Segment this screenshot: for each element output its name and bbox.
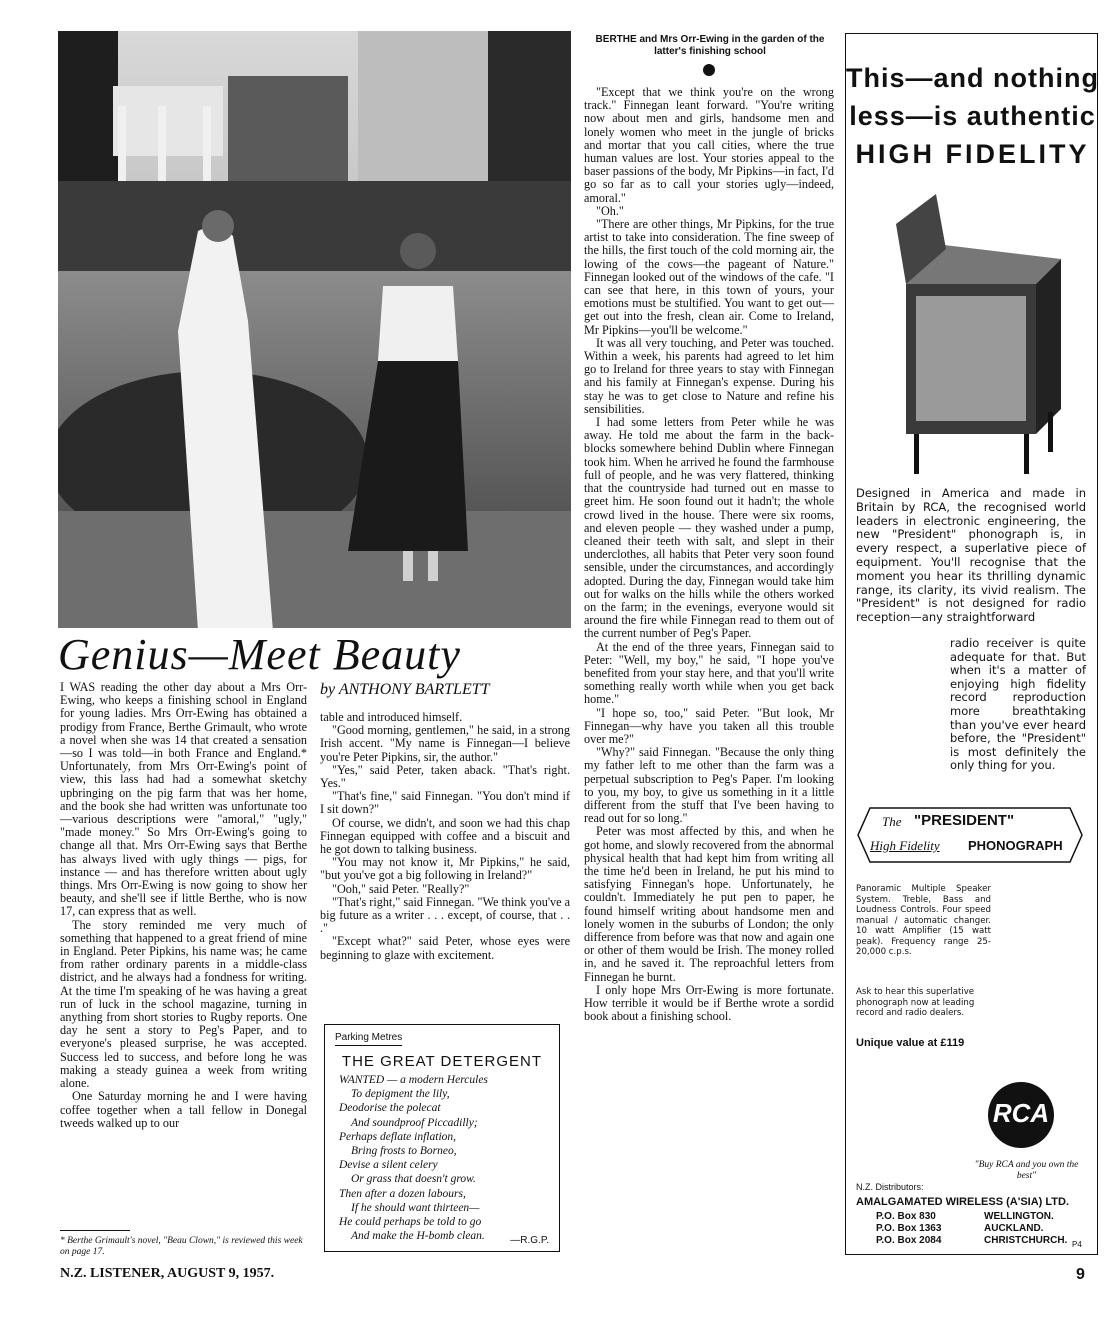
article-paragraph: "Ooh," said Peter. "Really?"	[332, 881, 470, 896]
logo-hifi: High Fidelity	[870, 838, 940, 853]
rca-advertisement	[845, 33, 1098, 1255]
poem-line: Devise a silent celery	[339, 1159, 438, 1172]
distributor-address	[876, 1223, 1043, 1234]
article-column-1	[60, 681, 307, 1130]
article-paragraph: The story reminded me very much of something that happened to a great friend of mine in England. Peter Pipkins, his name was; he came from rather ordinary parents in a middle-class district, and he always had a fondness for writing. At the time I'm speaking of he was having a great run of luck in the school magazine, turning in anything from short stories to Rugby reports. One day he sent a story to Peg's Paper, and to everyone's pleased surprise, he was accepted. Success led to success, and before long he was making a steady guinea a week from writing alone.	[60, 917, 307, 1091]
poem-line: He could perhaps be told to go	[339, 1216, 482, 1229]
ad-body-text-continued: radio receiver is quite adequate for that. But when it's a matter of enjoying high fidelity record reproduction more breathtaking than you've ever heard before, the "President" is most definitely the only thing for you.	[950, 636, 1086, 773]
footnote: * Berthe Grimault's novel, "Beau Clown," is reviewed this week on page 17.	[60, 1236, 303, 1257]
distributor-address	[876, 1211, 1054, 1222]
ad-headline-line: HIGH FIDELITY	[855, 139, 1090, 169]
ad-headline-line: less—is authentic	[849, 101, 1096, 131]
article-paragraph: Peter was most affected by this, and when he got home, and slowly recovered from the abnormal physical health that had kept him from writing all the time he'd been in Ireland, he put his mind to satisfying Finnegan's hope. Unfortunately, he couldn't. Immediately he put pen to paper, he found himself writing about handsome men and lonely women in the suburbs of London; the only difference from before was that now and again one or other of them would be Irish. The money rolled in, and he saved it. The reproachful letters from Finnegan he burnt.	[584, 824, 834, 984]
poem-line: And soundproof Piccadilly;	[351, 1116, 478, 1129]
poem-line: Perhaps deflate inflation,	[339, 1130, 457, 1143]
phonograph-illustration	[876, 184, 1076, 474]
article-paragraph: "I hope so, too," said Peter. "But look, Mr Finnegan—why have you taken all this trouble over me?"	[584, 705, 834, 746]
article-column-3	[584, 86, 834, 1023]
logo-phonograph: PHONOGRAPH	[968, 838, 1063, 853]
garden-photo-illustration	[58, 31, 571, 628]
rca-logo-text: RCA	[992, 1098, 1050, 1128]
article-paragraph: It was all very touching, and Peter was touched. Within a week, his parents had agreed to let him go to Ireland for three years to stay with Finnegan and his family at Finnegan's expense. During his stay he was to get close to Nature and refine his sensibilities.	[584, 335, 834, 416]
ad-body-text: Designed in America and made in Britain by RCA, the recognised world leaders in electronic engineering, the new "President" phonograph is, in every respect, a superlative piece of equipment. You'll recognise that the moment you hear its thrilling dynamic range, its clarity, its vivid realism. The "President" is not designed for radio reception—any straightforward	[856, 486, 1086, 625]
rca-logo-icon	[988, 1082, 1054, 1148]
article-paragraph: table and introduced himself.	[320, 710, 463, 724]
po-box: P.O. Box 1363	[876, 1223, 942, 1234]
article-paragraph: "Why?" said Finnegan. "Because the only thing my father left to me other than the farm was a perpetual subscription to Peg's Paper. I'm looking to you, my boy, to give us something in it a little different from the stuff that I've been having to read out for so long."	[584, 745, 834, 826]
box-signature: —R.G.P.	[510, 1235, 549, 1246]
poem-line: If he should want thirteen—	[351, 1201, 480, 1214]
article-paragraph: "There are other things, Mr Pipkins, for the true artist to take into consideration. The fine sweep of the hills, the first touch of the cold morning air, the lowing of the cows—the pageant of Nature." Finnegan looked out of the windows of the cafe. "I can see that here, in this town of yours, your emotions must be stultified. You want to get out—get out into the fresh, clean air. Come to Ireland, Mr Pipkins—you'll be welcome."	[584, 217, 834, 337]
poem-line: To depigment the lily,	[351, 1088, 450, 1101]
parking-metres-box	[324, 1024, 560, 1252]
ad-price: Unique value at £119	[856, 1037, 965, 1049]
bullet-icon	[703, 64, 715, 76]
poem-line: Bring frosts to Borneo,	[351, 1145, 457, 1158]
article-column-2	[320, 711, 570, 962]
article-paragraph: At the end of the three years, Finnegan said to Peter: "Well, my boy," he said, "I hope you've benefited from your stay here, and that you'll write something really worth while when you get back home."	[584, 639, 834, 707]
photo-caption: BERTHE and Mrs Orr-Ewing in the garden of the latter's finishing school	[595, 34, 825, 57]
article-paragraph: "That's right," said Finnegan. "We think you've a big future as a writer . . . except, of course, that . . ."	[320, 894, 571, 936]
city: WELLINGTON.	[984, 1211, 1054, 1222]
article-paragraph: "That's fine," said Finnegan. "You don't mind if I sit down?"	[320, 789, 570, 817]
city: AUCKLAND.	[984, 1223, 1044, 1234]
article-byline: by ANTHONY BARTLETT	[320, 681, 490, 698]
poem-line: Deodorise the polecat	[339, 1102, 441, 1115]
footnote-rule	[60, 1230, 130, 1231]
distributors-label: N.Z. Distributors:	[856, 1182, 924, 1192]
article-paragraph: "Except that we think you're on the wrong track." Finnegan leant forward. "You're writing now about men and girls, handsome men and lonely women who meet in the jungle of bricks and mortar that you call cities, where the true human values are lost. Your stories appeal to the baser passions of the body, Mr Pipkins—in fact, I'd go so far as to call your stories ugly—indeed, amoral."	[584, 85, 834, 205]
article-paragraph: "Yes," said Peter, taken aback. "That's right. Yes."	[320, 762, 570, 791]
ad-specs: Panoramic Multiple Speaker System. Treble, Bass and Loudness Controls. Four speed manual / automatic changer. 10 watt Amplifier (15 watt peak). Frequency range 25-20,000 c.p.s.	[856, 884, 991, 957]
article-headline: Genius—Meet Beauty	[58, 630, 461, 679]
article-paragraph: I had some letters from Peter while he was away. He told me about the farm in the back-blocks somewhere behind Dublin where Finnegan took him. When he arrived he found the farmhouse full of people, and he was very flattered, thinking that the countryside had turned out en masse to greet him. He soon found out it hadn't; the whole crowd lived in the house. There were six rooms, and eleven people — they washed under a pump, cleaned their teeth with salt, and slept in their underclothes, all habits that Peter very soon found sensible, under the circumstances, and accordingly adopted. During the day, Finnegan would take him out for walks on the hills while the others worked on the farm; in the evenings, everyone would sit around the fire while Finnegan read to them out of the current number of Peg's Paper.	[584, 415, 834, 641]
po-box: P.O. Box 2084	[876, 1235, 942, 1246]
article-photo	[58, 31, 571, 628]
article-paragraph: "Oh."	[596, 203, 624, 218]
box-title: THE GREAT DETERGENT	[341, 1053, 543, 1070]
article-paragraph: "You may not know it, Mr Pipkins," he said, "but you've got a big following in Ireland?"	[320, 855, 570, 883]
article-paragraph: One Saturday morning he and I were having coffee together when a tall fellow in Donegal tweeds walked up to our	[60, 1089, 307, 1130]
ad-dealers-note: Ask to hear this superlative phonograph now at leading record and radio dealers.	[856, 987, 975, 1018]
ad-headline-line: This—and nothing	[846, 63, 1099, 93]
distributor-address	[876, 1235, 1067, 1246]
box-poem	[339, 1073, 553, 1243]
article-paragraph: I WAS reading the other day about a Mrs Orr-Ewing, who keeps a finishing school in England for young ladies. Mrs Orr-Ewing has obtained a prodigy from France, Berthe Grimault, who wrote a novel when she was 14 that created a sensation—so I was told—in both France and England.* Unfortunately, from Mrs Orr-Ewing's point of view, this lass had had a somewhat sketchy upbringing on the pig farm that was her home, and the book she had written was unfortunate too—various descriptions were "amoral," "ugly," "made money." So Mrs Orr-Ewing's going to change all that. Mrs Orr-Ewing says that Berthe has always lived with ugly things — pigs, for instance — and has therefore written about ugly things. Mrs Orr-Ewing is now going to show her beauty, and she'll see if little Berthe, who is now 17, can express that as well.	[60, 680, 307, 919]
box-kicker: Parking Metres	[335, 1032, 402, 1046]
city: CHRISTCHURCH.	[984, 1235, 1068, 1246]
article-paragraph: "Except what?" said Peter, whose eyes were beginning to glaze with excitement.	[320, 934, 570, 962]
publication-footer: N.Z. LISTENER, AUGUST 9, 1957.	[60, 1266, 275, 1281]
logo-the: The	[882, 814, 902, 829]
poem-line: WANTED — a modern Hercules	[339, 1074, 488, 1086]
page-number: 9	[1076, 1266, 1085, 1283]
poem-line: Or grass that doesn't grow.	[351, 1173, 476, 1186]
distributor-company: AMALGAMATED WIRELESS (A'SIA) LTD.	[856, 1196, 1070, 1208]
poem-line: And make the H-bomb clean.	[351, 1230, 485, 1243]
article-paragraph: I only hope Mrs Orr-Ewing is more fortunate. How terrible it would be if Berthe wrote a sordid book about a finishing school.	[584, 982, 834, 1024]
article-paragraph: "Good morning, gentlemen," he said, in a strong Irish accent. "My name is Finnegan—I believe you're Peter Pipkins, sir, the author."	[320, 723, 570, 764]
po-box: P.O. Box 830	[876, 1211, 936, 1222]
article-paragraph: Of course, we didn't, and soon we had this chap Finnegan equipped with coffee and a biscuit and he got down to talking business.	[320, 815, 570, 857]
logo-president: "PRESIDENT"	[914, 812, 1015, 829]
ad-slogan: "Buy RCA and you own the best"	[974, 1160, 1079, 1181]
president-logo	[856, 806, 1084, 864]
ad-code: P4	[1072, 1240, 1082, 1249]
poem-line: Then after a dozen labours,	[339, 1187, 466, 1200]
